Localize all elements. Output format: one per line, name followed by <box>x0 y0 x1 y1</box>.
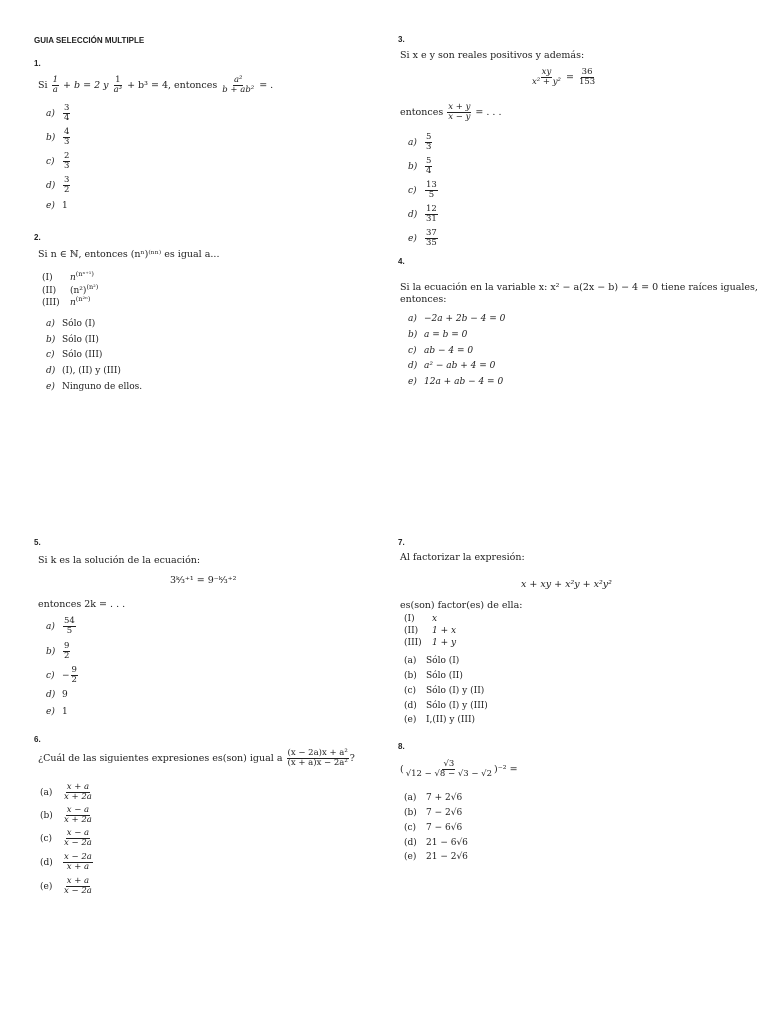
q7-expression: x + xy + x²y + x²y² <box>521 579 612 590</box>
question-6-number: 6. <box>34 735 41 744</box>
q8-option-c[interactable]: (c) 7 − 6√6 <box>404 823 463 833</box>
question-5-stem: Si k es la solución de la ecuación: <box>38 555 201 566</box>
q3-option-e[interactable]: e) $\frac{37}{35}$ <box>408 228 437 248</box>
q2-option-d[interactable]: d) (I), (II) y (III) <box>46 366 121 376</box>
q3-option-b[interactable]: b) $\frac{5}{4}$ <box>408 156 432 176</box>
q8-option-a[interactable]: (a) 7 + 2√6 <box>404 793 463 803</box>
q8-expression: ( $\frac{√3}{√12 - √8 - √3 - √2}$ )⁻² = <box>400 759 518 779</box>
q8-option-e[interactable]: (e) 21 − 2√6 <box>404 852 468 862</box>
q6-option-a[interactable]: (a) $\frac{x + a}{x + 2a}$ <box>40 782 92 802</box>
q4-option-e[interactable]: e) 12a + ab − 4 = 0 <box>408 377 504 387</box>
q8-option-b[interactable]: (b) 7 − 2√6 <box>404 808 463 818</box>
question-4-stem-line-2: entonces: <box>400 294 447 305</box>
q3-option-a[interactable]: a) $\frac{5}{3}$ <box>408 132 432 152</box>
question-3-stem: Si x e y son reales positivos y además: <box>400 50 585 61</box>
q6-option-e[interactable]: (e) $\frac{x + a}{x - 2a}$ <box>40 876 92 896</box>
q4-option-c[interactable]: c) ab − 4 = 0 <box>408 346 474 356</box>
q5-option-d[interactable]: d) 9 <box>46 690 68 700</box>
question-3-number: 3. <box>398 35 405 44</box>
question-8-number: 8. <box>398 742 405 751</box>
q7-option-d[interactable]: (d) Sólo (I) y (III) <box>404 701 488 711</box>
q5-option-b[interactable]: b) $\frac{9}{2}$ <box>46 641 70 661</box>
q7-item-1: (I) x <box>404 614 438 624</box>
q2-item-3: (III) $n^{(n^{2n})}$ <box>42 295 91 308</box>
q3-option-d[interactable]: d) $\frac{12}{31}$ <box>408 204 437 224</box>
q1-option-c[interactable]: c) $\frac{2}{3}$ <box>46 151 70 171</box>
q7-factor-text: es(son) factor(es) de ella: <box>400 600 523 611</box>
q6-option-d[interactable]: (d) $\frac{x - 2a}{x + a}$ <box>40 852 92 872</box>
q4-option-d[interactable]: d) a² − ab + 4 = 0 <box>408 361 496 371</box>
page-title: GUIA SELECCIÓN MULTIPLE <box>34 36 145 45</box>
q2-option-a[interactable]: a) Sólo (I) <box>46 319 96 329</box>
q7-option-e[interactable]: (e) I,(II) y (III) <box>404 715 476 725</box>
question-1-number: 1. <box>34 59 41 68</box>
q3-then: entonces $\frac{x + y}{x - y}$ = . . . <box>400 102 502 122</box>
q7-item-3: (III) 1 + y <box>404 638 457 648</box>
question-2-number: 2. <box>34 233 41 242</box>
q6-option-b[interactable]: (b) $\frac{x - a}{x + 2a}$ <box>40 805 92 825</box>
q5-then: entonces 2k = . . . <box>38 599 126 610</box>
q7-item-2: (II) 1 + x <box>404 626 457 636</box>
question-7-number: 7. <box>398 538 405 547</box>
question-6-stem: ¿Cuál de las siguientes expresiones es(son) igual a $\frac{\text{(x − 2a)x + a²}}{\text{(x + a)x − 2a²}}$ ? <box>38 748 355 768</box>
question-2-stem: Si n ∈ ℕ, entonces (nⁿ)⁽ⁿⁿ⁾ es igual a... <box>38 249 220 260</box>
q2-option-c[interactable]: c) Sólo (III) <box>46 350 103 360</box>
q1-option-b[interactable]: b) $\frac{4}{3}$ <box>46 127 70 147</box>
question-5-number: 5. <box>34 538 41 547</box>
q2-item-2: (II) $(n^2)^{(n^2)}$ <box>42 283 99 296</box>
question-7-stem: Al factorizar la expresión: <box>400 552 525 563</box>
q7-option-b[interactable]: (b) Sólo (II) <box>404 671 463 681</box>
q4-option-a[interactable]: a) −2a + 2b − 4 = 0 <box>408 314 506 324</box>
q3-option-c[interactable]: c) $\frac{13}{5}$ <box>408 180 437 200</box>
q7-option-a[interactable]: (a) Sólo (I) <box>404 656 460 666</box>
question-4-stem-line-1: Si la ecuación en la variable x: x² − a(2x − b) − 4 = 0 tiene raíces iguales, <box>400 282 758 293</box>
q5-option-c[interactable]: c) − $\frac{9}{2}$ <box>46 665 77 685</box>
q5-option-a[interactable]: a) $\frac{54}{5}$ <box>46 616 75 636</box>
question-4-number: 4. <box>398 257 405 266</box>
q6-option-c[interactable]: (c) $\frac{x - a}{x - 2a}$ <box>40 828 92 848</box>
q8-option-d[interactable]: (d) 21 − 6√6 <box>404 838 468 848</box>
q5-option-e[interactable]: e) 1 <box>46 707 68 717</box>
q2-option-b[interactable]: b) Sólo (II) <box>46 335 99 345</box>
question-1-stem: Si $\frac{1}{a}$ + b = 2 y $\frac{1}{\text{a³}}$ + b³ = 4, entonces $\frac{\text{a²}}{\text{b + ab²}}$ = . <box>38 75 274 95</box>
q1-option-a[interactable]: a) $\frac{3}{4}$ <box>46 103 70 123</box>
q5-equation: 3ᵏ⁄₃⁺¹ = 9⁻ᵏ⁄₃⁺² <box>170 575 237 586</box>
q2-item-1: (I) $n^{(n^{n+1})}$ <box>42 270 94 283</box>
q3-equation: $\frac{xy}{\text{x² + y²}}$ = $\frac{36}{153}$ <box>532 67 596 87</box>
q2-option-e[interactable]: e) Ninguno de ellos. <box>46 382 143 392</box>
q1-option-d[interactable]: d) $\frac{3}{2}$ <box>46 175 70 195</box>
q7-option-c[interactable]: (c) Sólo (I) y (II) <box>404 686 485 696</box>
q4-option-b[interactable]: b) a = b = 0 <box>408 330 468 340</box>
q1-option-e[interactable]: e) 1 <box>46 201 68 211</box>
